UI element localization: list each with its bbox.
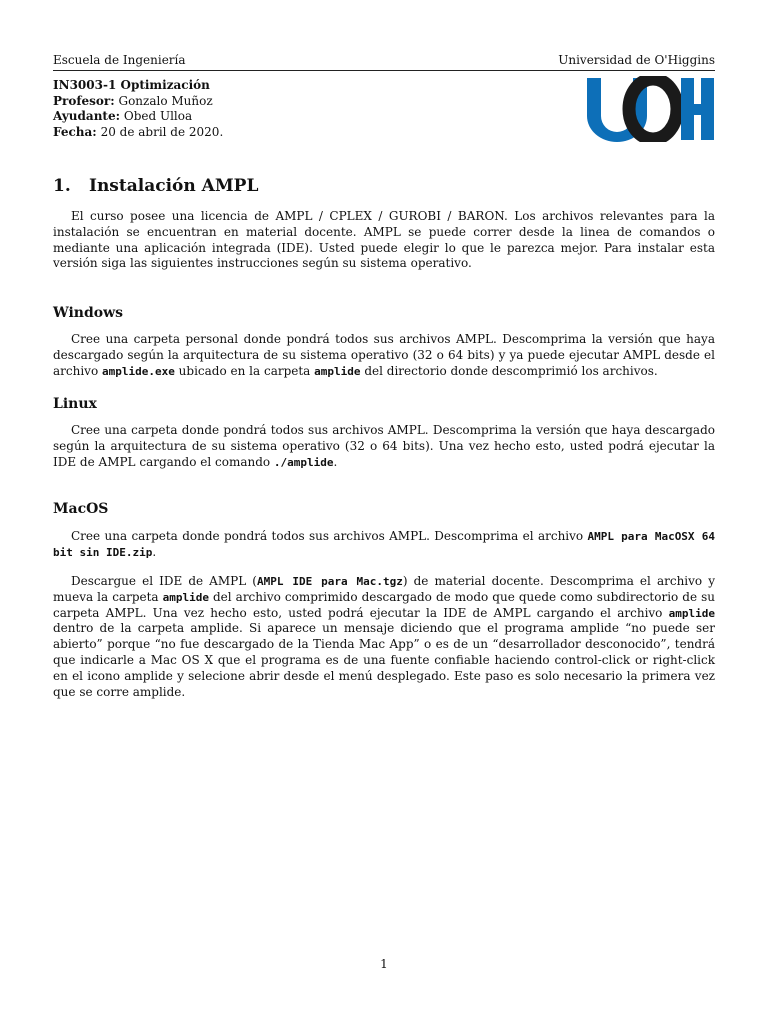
windows-paragraph: Cree una carpeta personal donde pondrá todos sus archivos AMPL. Descomprima la versión que haya descargado según la arquitectura de su sistema operativo (32 o 64 bits) y ya puede ejecutar AMPL desde el archivo amplide.exe ubicado en la carpeta amplide del directorio donde descomprimió los archivos. [53, 332, 715, 378]
uoh-logo [585, 76, 715, 142]
amplide-file-code: amplide [668, 606, 715, 620]
page-number: 1 [380, 957, 388, 971]
document-page [53, 0, 715, 1024]
header-school: Escuela de Ingeniería [53, 53, 186, 67]
amplide-exe-code: amplide.exe [102, 364, 175, 378]
course-name: IN3003-1 Optimización [53, 78, 210, 92]
mac-zip-code: AMPL para MacOSX 64 bit sin IDE.zip [53, 530, 715, 559]
date-value: 20 de abril de 2020. [100, 124, 224, 139]
macos-paragraph-2: Descargue el IDE de AMPL (AMPL IDE para Mac.tgz) de material docente. Descomprima el archivo y mueva la carpeta amplide del archivo comprimido descargado de modo que quede como subdirectorio de su carpeta AMPL. Una vez hecho esto, usted podrá ejecutar la IDE de AMPL cargando el archivo amplide dentro de la carpeta amplide. Si aparece un mensaje diciendo que el programa amplide “no puede ser abierto” porque “no fue descargado de la Tienda Mac App” o es de un “desarrollador desconocido”, tendrá que indicarle a Mac OS X que el programa es de una fuente confiable haciendo control-click or right-click en el icono amplide y selecione abrir desde el menú desplegado. Este paso es solo necesario la primera vez que se corre amplide. [53, 574, 716, 699]
section-title: Instalación AMPL [89, 176, 259, 196]
mac-tgz-code: AMPL IDE para Mac.tgz [256, 575, 403, 588]
professor-label: Profesor: [53, 93, 115, 108]
section-number: 1. [53, 176, 71, 196]
linux-paragraph: Cree una carpeta donde pondrá todos sus archivos AMPL. Descomprima la versión que haya descargado según la arquitectura de su sistema operativo (32 o 64 bits). Una vez hecho esto, usted podrá ejecutar la IDE de AMPL cargando el comando ./amplide. [53, 423, 715, 469]
intro-paragraph: El curso posee una licencia de AMPL / CPLEX / GUROBI / BARON. Los archivos relevantes para la instalación se encuentran en material docente. AMPL se puede correr desde la linea de comandos o mediante una aplicación integrada (IDE). Usted puede elegir lo que le parezca mejor. Para instalar esta versión siga las siguientes instrucciones según su sistema operativo. [53, 209, 715, 271]
amplide-command-code: ./amplide [273, 455, 334, 469]
professor-name: Gonzalo Muñoz [118, 93, 213, 108]
windows-heading: Windows [53, 305, 124, 321]
linux-heading: Linux [53, 396, 97, 412]
header-rule [53, 70, 715, 71]
macos-paragraph-1: Cree una carpeta donde pondrá todos sus archivos AMPL. Descomprima el archivo AMPL para MacOSX 64 bit sin IDE.zip. [53, 529, 715, 559]
macos-heading: MacOS [53, 501, 109, 517]
course-info [53, 78, 223, 140]
amplide-folder-code: amplide [162, 590, 209, 604]
header-university: Universidad de O'Higgins [558, 53, 715, 67]
running-header [53, 53, 715, 67]
amplide-folder-code: amplide [314, 364, 361, 378]
date-label: Fecha: [53, 124, 97, 139]
section-heading [53, 176, 258, 196]
assistant-label: Ayudante: [53, 109, 121, 123]
assistant-name: Obed Ulloa [123, 109, 193, 123]
